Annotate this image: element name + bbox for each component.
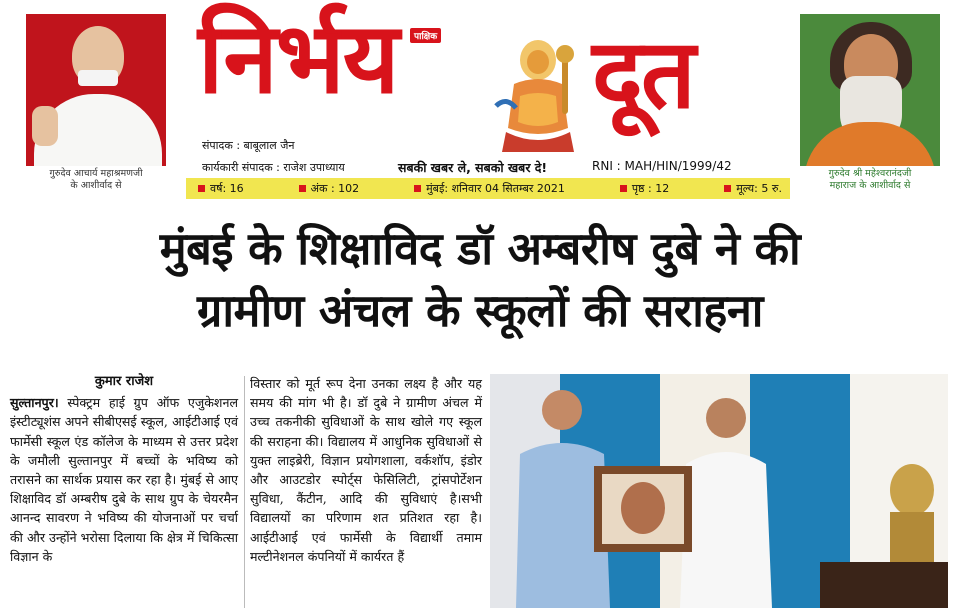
slogan: सबकी खबर ले, सबको खबर दे! xyxy=(398,160,548,175)
bullet-icon xyxy=(198,185,205,192)
bullet-icon xyxy=(724,185,731,192)
dateline: सुल्तानपुर। xyxy=(10,395,59,411)
headline-line-2: ग्रामीण अंचल के स्कूलों की सराहना xyxy=(197,284,763,337)
info-date: मुंबई: शनिवार 04 सितम्बर 2021 xyxy=(414,181,565,196)
bullet-icon xyxy=(620,185,627,192)
bullet-icon xyxy=(414,185,421,192)
bullet-icon xyxy=(299,185,306,192)
headline-line-1: मुंबई के शिक्षाविद डॉ अम्बरीष दुबे ने की xyxy=(159,222,801,275)
frequency-tag: पाक्षिक xyxy=(410,28,441,43)
newspaper-title-right: दूत xyxy=(592,18,694,130)
article-text-2: विस्तार को मूर्त रूप देना उनका लक्ष्य है और यह समय की मांग भी है। डॉ दुबे ने ग्रामीण अंचल में उच्च तकनीकी सुविधाओं के साथ खोले गए स्कूल की सराहना की। विद्यालय में आधुनिक सुविधाओं से युक्त लाइब्रेरी, विज्ञान प्रयोगशाला, वर्कशॉप, इंडोर और आउटडोर स्पोर्ट्स फेसिलिटी, ट्रांसपोर्टेशन सुविधा, कैंटीन, आदि की सुविधाएं है।सभी विद्यालयों का परिणाम शत प्रतिशत रहा है। आईटीआई एवं फार्मेसी के विद्यार्थी तमाम मल्टीनेशनल कंपनियों में कार्यरत हैं xyxy=(250,376,482,564)
column-divider xyxy=(244,376,245,608)
rni-number: RNI : MAH/HIN/1999/42 xyxy=(592,159,732,173)
executive-editor-credit: कार्यकारी संपादक : राजेश उपाध्याय xyxy=(202,161,345,174)
guru-portrait-right xyxy=(800,14,940,166)
masthead xyxy=(0,0,960,205)
info-issue: अंक : 102 xyxy=(299,181,360,196)
info-pages: पृष्ठ : 12 xyxy=(620,181,669,196)
portrait-left-caption: गुरुदेव आचार्य महाश्रमणजी के आशीर्वाद से xyxy=(49,168,143,191)
byline: कुमार राजेश xyxy=(94,374,154,389)
info-year: वर्ष: 16 xyxy=(198,181,244,196)
issue-info-bar xyxy=(186,178,790,199)
headline xyxy=(0,218,960,342)
editor-credit: संपादक : बाबूलाल जैन xyxy=(202,139,295,152)
article-photo xyxy=(490,374,948,608)
info-price: मूल्य: 5 रु. xyxy=(724,181,782,196)
article-text-1: स्पेक्ट्रम हाई ग्रुप ऑफ एजुकेशनल इंस्टीट्यूशंस अपने सीबीएसई स्कूल, आईटीआई एवं फार्मेसी स्कूल एंड कॉलेज के माध्यम से उत्तर प्रदेश के जमौली सुल्तानपुर में बच्चों के भविष्य को तरासने का सार्थक प्रयास कर रहा है। मुंबई से आए शिक्षाविद डॉ अम्बरीष दुबे के साथ ग्रुप के चेयरमैन आनन्द सावरण ने भविष्य की योजनाओं पर चर्चा की और उन्होंने भरोसा दिलाया कि क्षेत्र में चिकित्सा विज्ञान के xyxy=(10,395,238,564)
article-column-2 xyxy=(250,374,482,566)
photo-scene xyxy=(490,374,948,608)
newspaper-title-left: निर्भय xyxy=(198,2,398,116)
hanuman-emblem-icon xyxy=(486,36,590,154)
portrait-right-caption: गुरुदेव श्री महेश्वरानंदजी महाराज के आशीर्वाद से xyxy=(828,168,912,191)
guru-portrait-left xyxy=(26,14,166,166)
article-column-1 xyxy=(10,372,238,566)
